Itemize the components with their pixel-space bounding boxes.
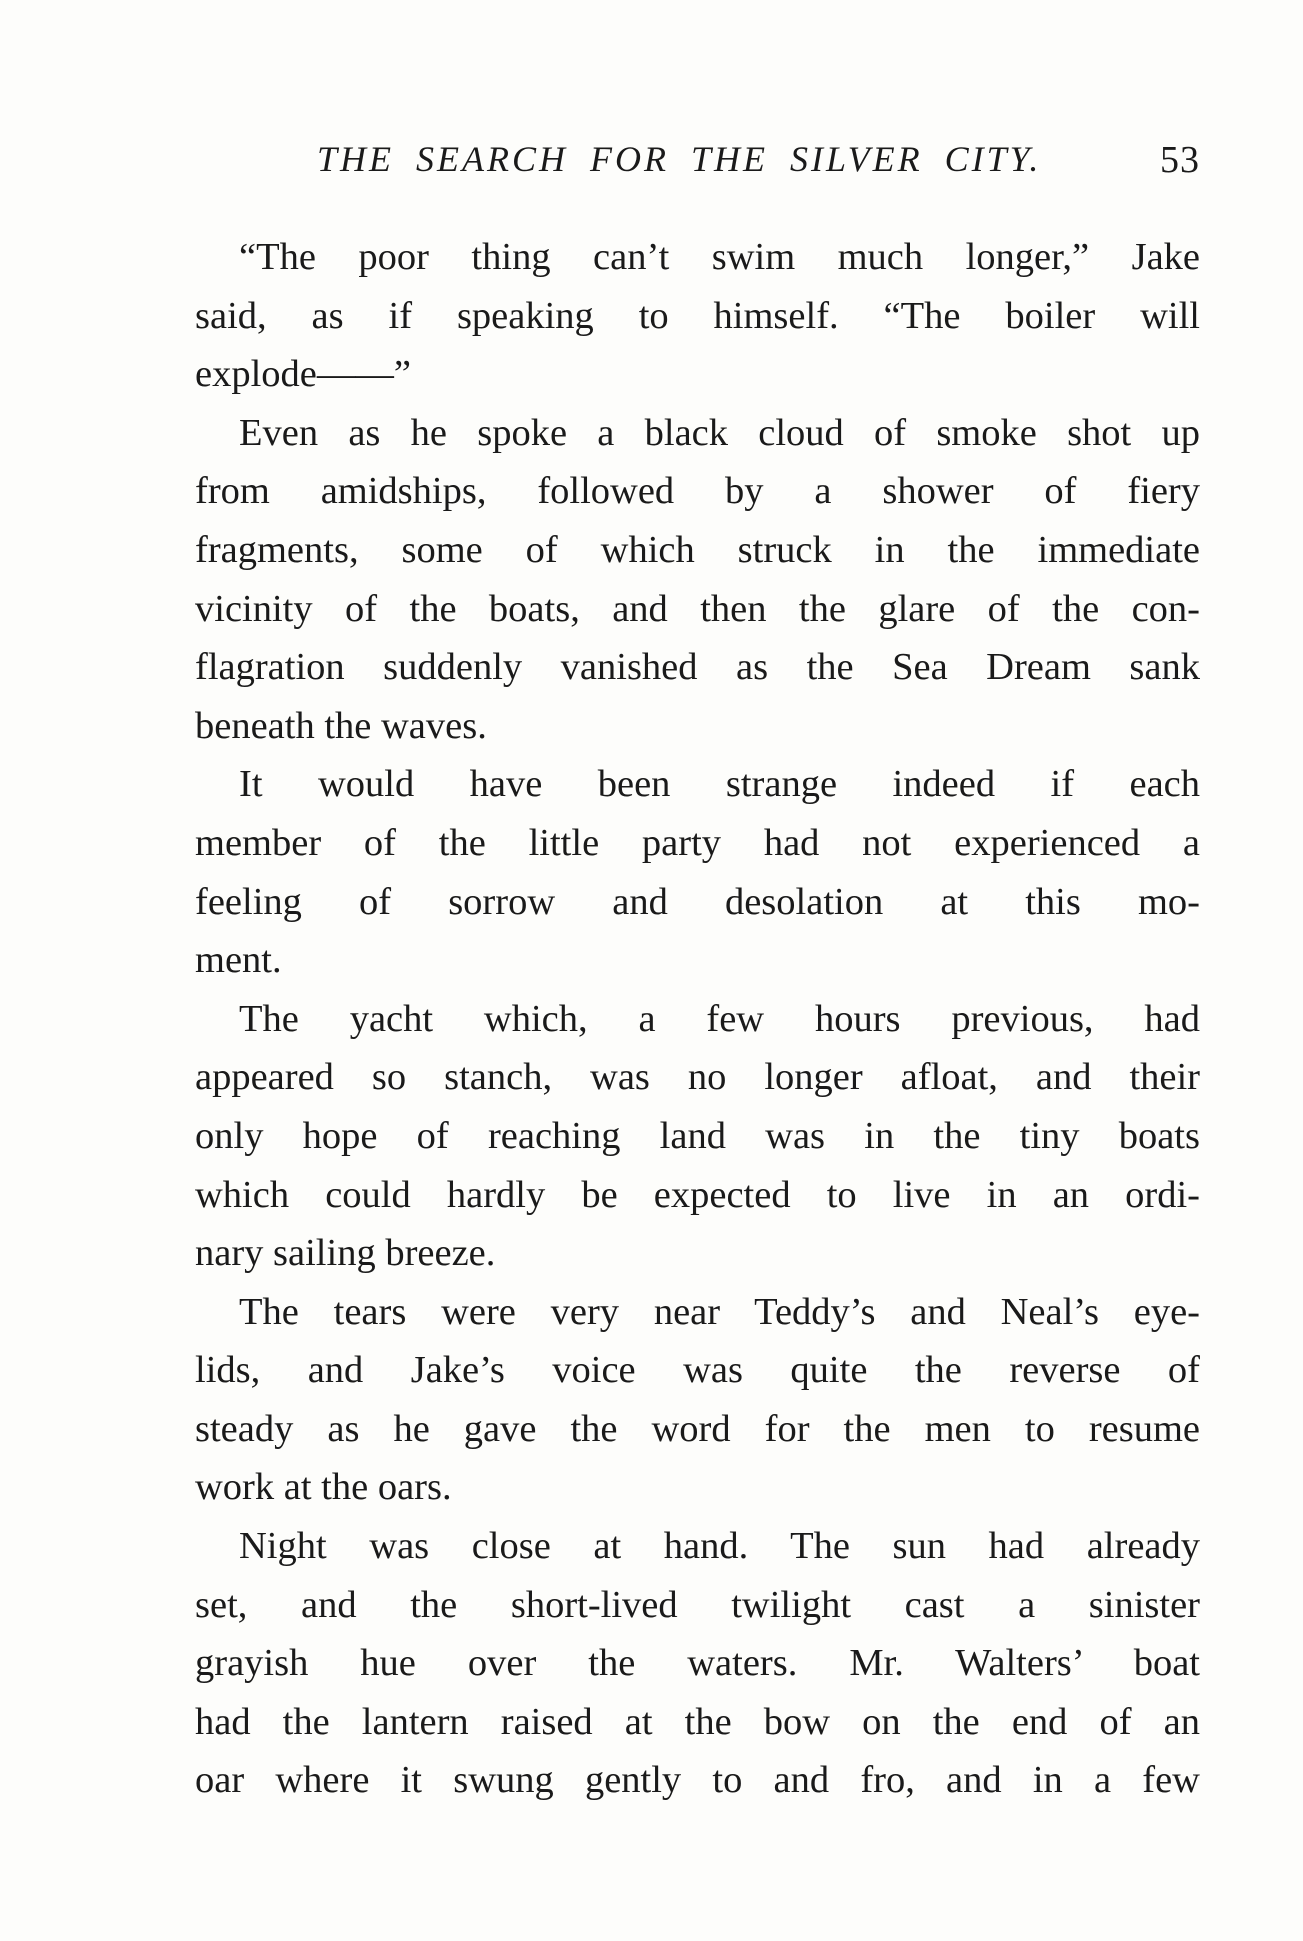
running-title: THE SEARCH FOR THE SILVER CITY. <box>317 139 1042 179</box>
text-line: grayish hue over the waters. Mr. Walters’ boat <box>195 1642 1200 1685</box>
paragraph-4 <box>195 990 1200 1283</box>
text-line: flagration suddenly vanished as the Sea Dream sank <box>195 646 1200 689</box>
paragraph-3 <box>195 755 1200 989</box>
text-line: had the lantern raised at the bow on the end of an <box>195 1700 1200 1743</box>
text-line: set, and the short-lived twilight cast a sinister <box>195 1583 1200 1626</box>
paragraph-5 <box>195 1283 1200 1517</box>
text-line: work at the oars. <box>195 1466 452 1509</box>
text-line: which could hardly be expected to live in an ordi- <box>195 1173 1200 1216</box>
text-line: oar where it swung gently to and fro, and in a few <box>195 1759 1200 1802</box>
paragraph-6 <box>195 1517 1200 1810</box>
text-line: “The poor thing can’t swim much longer,” Jake <box>239 236 1200 278</box>
text-line: appeared so stanch, was no longer afloat, and their <box>195 1056 1200 1099</box>
text-line: steady as he gave the word for the men to resume <box>195 1407 1200 1450</box>
paragraph-2 <box>195 404 1200 756</box>
body-text <box>195 228 1200 1810</box>
text-line: The yacht which, a few hours previous, had <box>239 997 1200 1040</box>
text-line: beneath the waves. <box>195 704 487 747</box>
running-head <box>195 138 1200 198</box>
page-number: 53 <box>1160 139 1200 181</box>
text-line: Even as he spoke a black cloud of smoke shot up <box>239 411 1200 454</box>
text-line: It would have been strange indeed if each <box>239 763 1200 806</box>
text-line: vicinity of the boats, and then the glare of the con- <box>195 587 1200 630</box>
text-line: fragments, some of which struck in the immediate <box>195 528 1200 571</box>
paragraph-1 <box>195 228 1200 404</box>
text-line: nary sailing breeze. <box>195 1232 496 1275</box>
text-line: only hope of reaching land was in the tiny boats <box>195 1114 1200 1157</box>
text-line: explode——” <box>195 353 411 396</box>
text-line: said, as if speaking to himself. “The boiler will <box>195 294 1200 337</box>
text-line: The tears were very near Teddy’s and Neal’s eye- <box>239 1290 1200 1333</box>
text-line: from amidships, followed by a shower of fiery <box>195 470 1200 513</box>
text-line: ment. <box>195 939 282 982</box>
text-line: feeling of sorrow and desolation at this mo- <box>195 880 1200 923</box>
text-line: member of the little party had not experienced a <box>195 821 1200 864</box>
text-line: Night was close at hand. The sun had already <box>239 1525 1200 1568</box>
text-line: lids, and Jake’s voice was quite the reverse of <box>195 1349 1200 1392</box>
